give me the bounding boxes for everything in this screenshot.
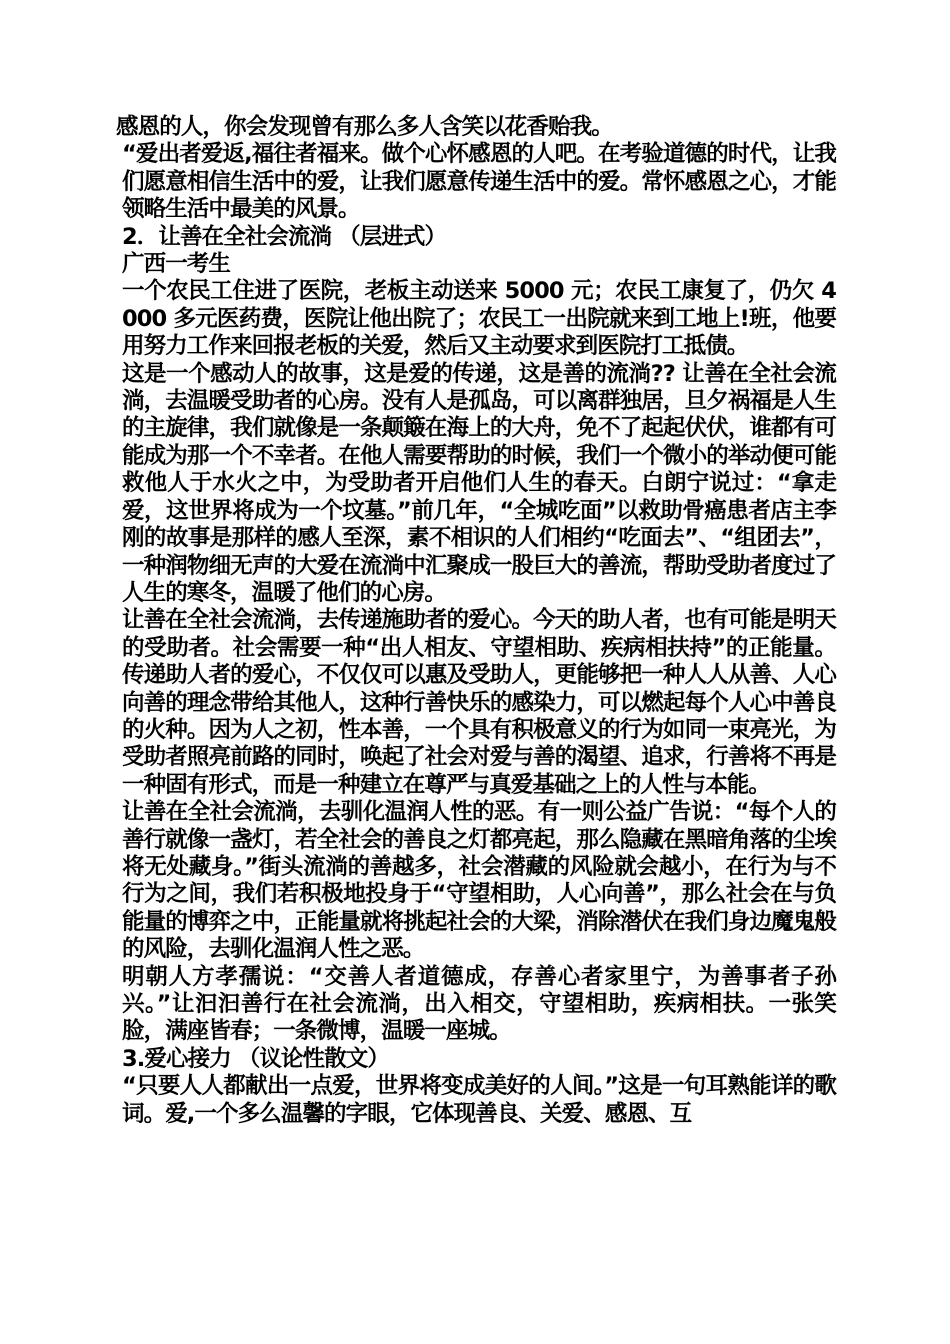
document-body xyxy=(116,114,836,1128)
paragraph-pass-on-kindness: 让善在全社会流淌，去传递施助者的爱心。今天的助人者，也有可能是明天的受助者。社会需要一种“出人相友、守望相助、疾病相扶持”的正能量。传递助人者的爱心，不仅仅可以惠及受助人，更能够把一种人人从善、人心向善的理念带给其他人，这种行善快乐的感染力，可以燃起每个人心中善良的火种。因为人之初，性本善，一个具有积极意义的行为如同一束亮光，为受助者照亮前路的同时，唤起了社会对爱与善的渴望、追求，行善将不再是一种固有形式，而是一种建立在尊严与真爱基础之上的人性与本能。 xyxy=(122,607,836,798)
author-line: 广西一考生 xyxy=(122,251,231,278)
paragraph-love-returns: “爱出者爱返,福往者福来。做个心怀感恩的人吧。在考验道德的时代，让我们愿意相信生活中的爱，让我们愿意传递生活中的爱。常怀感恩之心，才能领略生活中最美的风景。 xyxy=(122,141,836,223)
paragraph-fang-xiaoru: 明朝人方孝孺说：“交善人者道德成，存善心者家里宁，为善事者子孙兴。”让汩汩善行在社会流淌，出入相交，守望相助，疾病相扶。一张笑脸，满座皆春；一条微博，温暖一座城。 xyxy=(122,963,836,1045)
paragraph-love-relay: “只要人人都献出一点爱，世界将变成美好的人间。”这是一句耳熟能详的歌词。爱,一个多么温馨的字眼，它体现善良、关爱、感恩、互 xyxy=(122,1073,836,1127)
paragraph-tame-evil: 让善在全社会流淌，去驯化温润人性的恶。有一则公益广告说：“每个人的善行就像一盏灯，若全社会的善良之灯都亮起，那么隐藏在黑暗角落的尘埃将无处藏身。”街头流淌的善越多，社会潜藏的风险就会越小，在行为与不行为之间，我们若积极地投身于“守望相助，人心向善”，那么社会在与负能量的博弈之中，正能量就将挑起社会的大梁，消除潜伏在我们身边魔鬼般的风险，去驯化温润人性之恶。 xyxy=(122,799,836,963)
paragraph-gratitude-end: 感恩的人，你会发现曾有那么多人含笑以花香贻我。 xyxy=(116,114,613,140)
paragraph-warm-recipients: 这是一个感动人的故事，这是爱的传递，这是善的流淌?? 让善在全社会流淌，去温暖受助者的心房。没有人是孤岛，可以离群独居，旦夕祸福是人生的主旋律，我们就像是一条颠簸在海上的大舟，免不了起起伏伏，谁都有可能成为那一个不幸者。在他人需要帮助的时候，我们一个微小的举动便可能救他人于水火之中，为受助者开启他们人生的春天。白朗宁说过：“拿走爱，这世界将成为一个坟墓。”前几年，“全城吃面”以救助骨癌患者店主李刚的故事是那样的感人至深，素不相识的人们相约“吃面去”、“组团去”，一种润物细无声的大爱在流淌中汇聚成一股巨大的善流，帮助受助者度过了人生的寒冬，温暖了他们的心房。 xyxy=(122,360,836,606)
heading-essay-2: 2．让善在全社会流淌 （层进式） xyxy=(122,223,447,250)
heading-essay-3: 3.爱心接力 （议论性散文） xyxy=(122,1045,389,1072)
paragraph-migrant-worker: 一个农民工住进了医院，老板主动送来 5000 元；农民工康复了，仍欠 4000 多元医药费，医院让他出院了；农民工一出院就来到工地上!班，他要用努力工作来回报老板的关爱，然后又主动要求到医院打工抵债。 xyxy=(122,278,836,360)
